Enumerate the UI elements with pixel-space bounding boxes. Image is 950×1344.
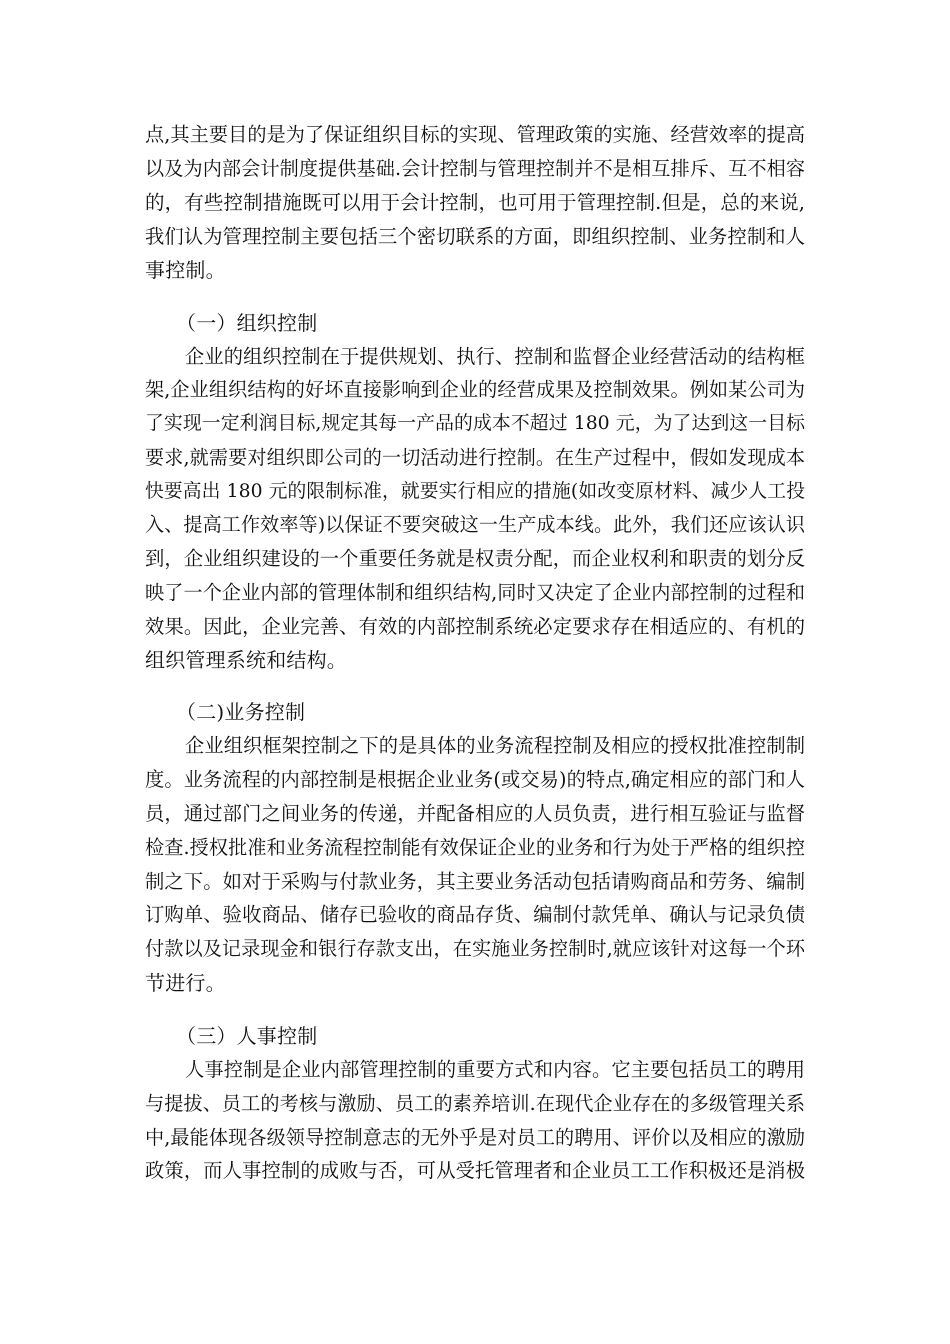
text-line: 架,企业组织结构的好坏直接影响到企业的经营成果及控制效果。例如某公司为: [145, 378, 805, 401]
text-line: 效果。因此，企业完善、有效的内部控制系统必定要求存在相适应的、有机的: [145, 615, 805, 638]
text-line: 度。业务流程的内部控制是根据企业业务(或交易)的特点,确定相应的部门和人: [145, 768, 805, 791]
text-line: 映了一个企业内部的管理体制和组织结构,同时又决定了企业内部控制的过程和: [145, 581, 805, 604]
text-line: 员，通过部门之间业务的传递，并配备相应的人员负责，进行相互验证与监督: [145, 802, 805, 825]
text-line: 到，企业组织建设的一个重要任务就是权责分配，而企业权利和职责的划分反: [145, 547, 805, 570]
text-line: 付款以及记录现金和银行存款支出，在实施业务控制时,就应该针对这每一个环: [145, 937, 805, 960]
paragraph-first-line: 企业组织框架控制之下的是具体的业务流程控制及相应的授权批准控制制: [185, 734, 805, 757]
text-line: 中,最能体现各级领导控制意志的无外乎是对员工的聘用、评价以及相应的激励: [145, 1126, 805, 1149]
section-heading: （二)业务控制: [176, 700, 306, 724]
text-line: 点,其主要目的是为了保证组织目标的实现、管理政策的实施、经营效率的提高: [145, 123, 805, 146]
paragraph-first-line: 企业的组织控制在于提供规划、执行、控制和监督企业经营活动的结构框: [185, 345, 805, 368]
text-line: 的，有些控制措施既可以用于会计控制，也可用于管理控制.但是，总的来说,: [145, 191, 805, 214]
text-line: 节进行。: [145, 971, 226, 995]
text-line: 了实现一定利润目标,规定其每一产品的成本不超过 180 元，为了达到这一目标: [145, 413, 805, 434]
text-line: 入、提高工作效率等)以保证不要突破这一生产成本线。此外，我们还应该认识: [145, 513, 805, 536]
paragraph-first-line: 人事控制是企业内部管理控制的重要方式和内容。它主要包括员工的聘用: [185, 1058, 805, 1081]
text-line: 事控制。: [145, 258, 226, 282]
text-line: 订购单、验收商品、储存已验收的商品存货、编制付款凭单、确认与记录负债: [145, 903, 805, 926]
text-line: 与提拔、员工的考核与激励、员工的素养培训.在现代企业存在的多级管理关系: [145, 1092, 805, 1115]
text-line: 组织管理系统和结构。: [145, 648, 347, 672]
text-line: 要求,就需要对组织即公司的一切活动进行控制。在生产过程中，假如发现成本: [145, 446, 805, 469]
section-heading: （一）组织控制: [176, 311, 318, 335]
text-line: 以及为内部会计制度提供基础.会计控制与管理控制并不是相互排斥、互不相容: [145, 157, 805, 180]
text-line: 我们认为管理控制主要包括三个密切联系的方面，即组织控制、业务控制和人: [145, 225, 805, 248]
text-line: 政策，而人事控制的成败与否，可从受托管理者和企业员工工作积极还是消极: [145, 1159, 805, 1182]
text-line: 快要高出 180 元的限制标准，就要实行相应的措施(如改变原材料、减少人工投: [145, 481, 805, 502]
text-line: 检查.授权批准和业务流程控制能有效保证企业的业务和行为处于严格的组织控: [145, 836, 805, 859]
text-line: 制之下。如对于采购与付款业务，其主要业务活动包括请购商品和劳务、编制: [145, 870, 805, 893]
section-heading: （三）人事控制: [176, 1024, 318, 1048]
